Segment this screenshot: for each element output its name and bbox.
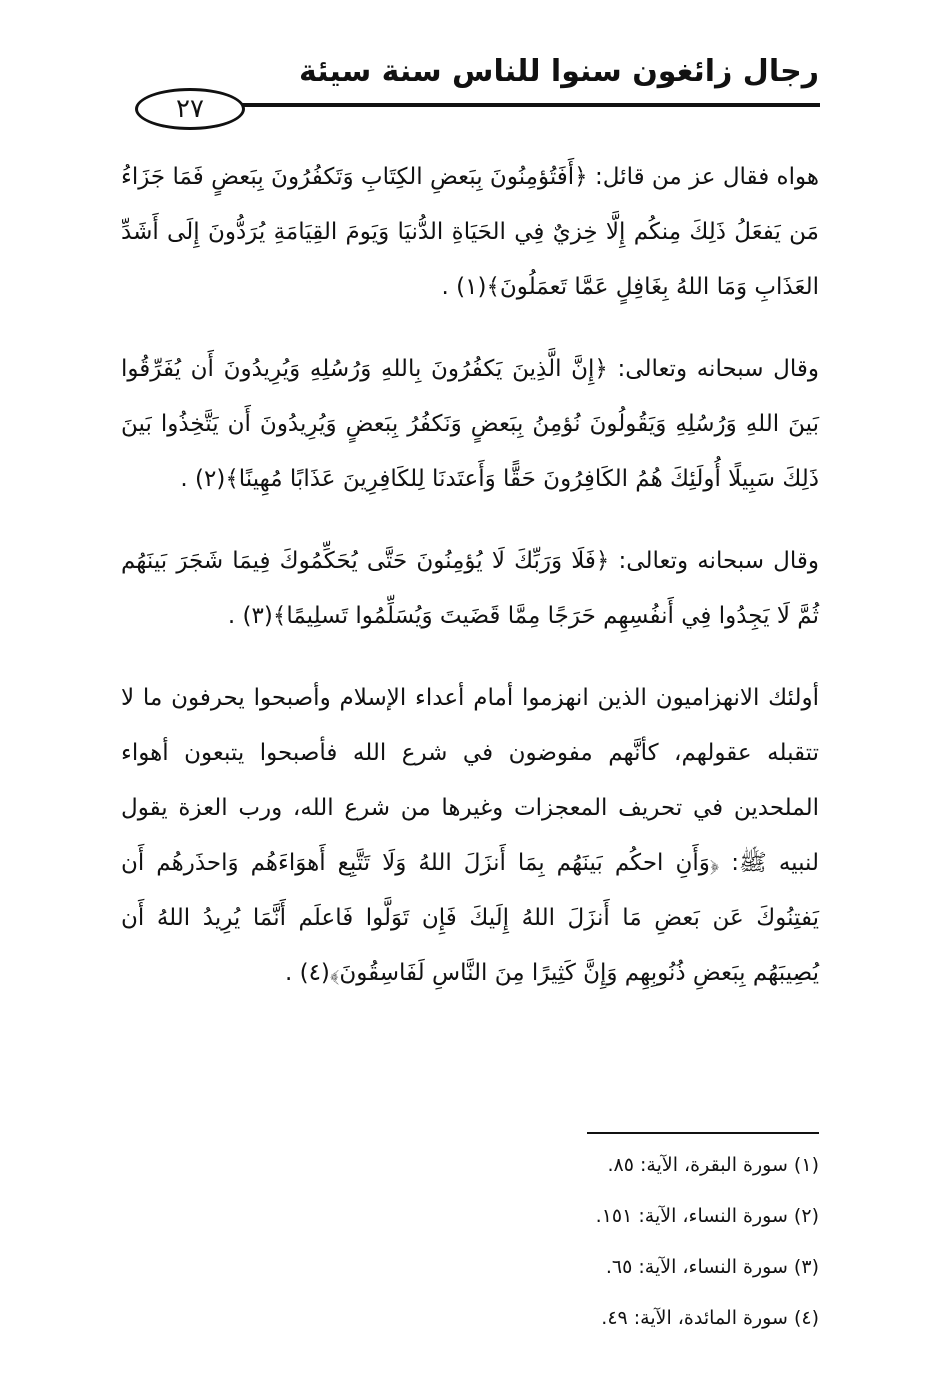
footnote-rule — [587, 1132, 819, 1134]
body-text — [121, 150, 819, 1001]
page-number: ٢٧ — [135, 88, 245, 130]
footnote-4: (٤) سورة المائدة، الآية: ٤٩. — [601, 1307, 819, 1329]
paragraph-2: وقال سبحانه وتعالى: ﴿إِنَّ الَّذِينَ يَكفُرُونَ بِاللهِ وَرُسُلِهِ وَيُرِيدُونَ أَن يُفَرِّقُوا بَينَ اللهِ وَرُسُلِهِ وَيَقُولُونَ نُؤمِنُ بِبَعضٍ وَنَكفُرُ بِبَعضٍ وَيُرِيدُونَ أَن يَتَّخِذُوا بَينَ ذَلِكَ سَبِيلًا أُولَئِكَ هُمُ الكَافِرُونَ حَقًّا وَأَعتَدنَا لِلكَافِرِينَ عَذَابًا مُهِينًا﴾(٢) . — [121, 356, 819, 492]
footnote-2: (٢) سورة النساء، الآية: ١٥١. — [595, 1205, 819, 1227]
paragraph-1: هواه فقال عز من قائل: ﴿أَفَتُؤمِنُونَ بِبَعضِ الكِتَابِ وَتَكفُرُونَ بِبَعضٍ فَمَا جَزَاءُ مَن يَفعَلُ ذَلِكَ مِنكُم إِلَّا خِزيٌ فِي الحَيَاةِ الدُّنيَا وَيَومَ القِيَامَةِ يُرَدُّونَ إِلَى أَشَدِّ العَذَابِ وَمَا اللهُ بِغَافِلٍ عَمَّا تَعمَلُونَ﴾(١) . — [121, 164, 819, 300]
header-rule — [240, 103, 820, 107]
footnote-3: (٣) سورة النساء، الآية: ٦٥. — [605, 1256, 819, 1278]
running-title: رجال زائغون سنوا للناس سنة سيئة — [299, 54, 819, 89]
footnotes — [219, 1140, 819, 1344]
footnote-1: (١) سورة البقرة، الآية: ٨٥. — [607, 1154, 819, 1176]
paragraph-3: وقال سبحانه وتعالى: ﴿فَلَا وَرَبِّكَ لَا يُؤمِنُونَ حَتَّى يُحَكِّمُوكَ فِيمَا شَجَرَ بَينَهُم ثُمَّ لَا يَجِدُوا فِي أَنفُسِهِم حَرَجًا مِمَّا قَضَيتَ وَيُسَلِّمُوا تَسلِيمًا﴾(٣) . — [121, 548, 819, 629]
paragraph-4: أولئك الانهزاميون الذين انهزموا أمام أعداء الإسلام وأصبحوا يحرفون ما لا تتقبله عقولهم، كأنَّهم مفوضون في شرع الله فأصبحوا يتبعون أهواء الملحدين في تحريف المعجزات وغيرها من شرع الله، ورب العزة يقول لنبيه ﷺ: ﴿وَأَنِ احكُم بَينَهُم بِمَا أَنزَلَ اللهُ وَلَا تَتَّبِع أَهوَاءَهُم وَاحذَرهُم أَن يَفتِنُوكَ عَن بَعضِ مَا أَنزَلَ اللهُ إِلَيكَ فَإِن تَوَلَّوا فَاعلَم أَنَّمَا يُرِيدُ اللهُ أَن يُصِيبَهُم بِبَعضِ ذُنُوبِهِم وَإِنَّ كَثِيرًا مِنَ النَّاسِ لَفَاسِقُونَ﴾(٤) . — [121, 685, 819, 986]
